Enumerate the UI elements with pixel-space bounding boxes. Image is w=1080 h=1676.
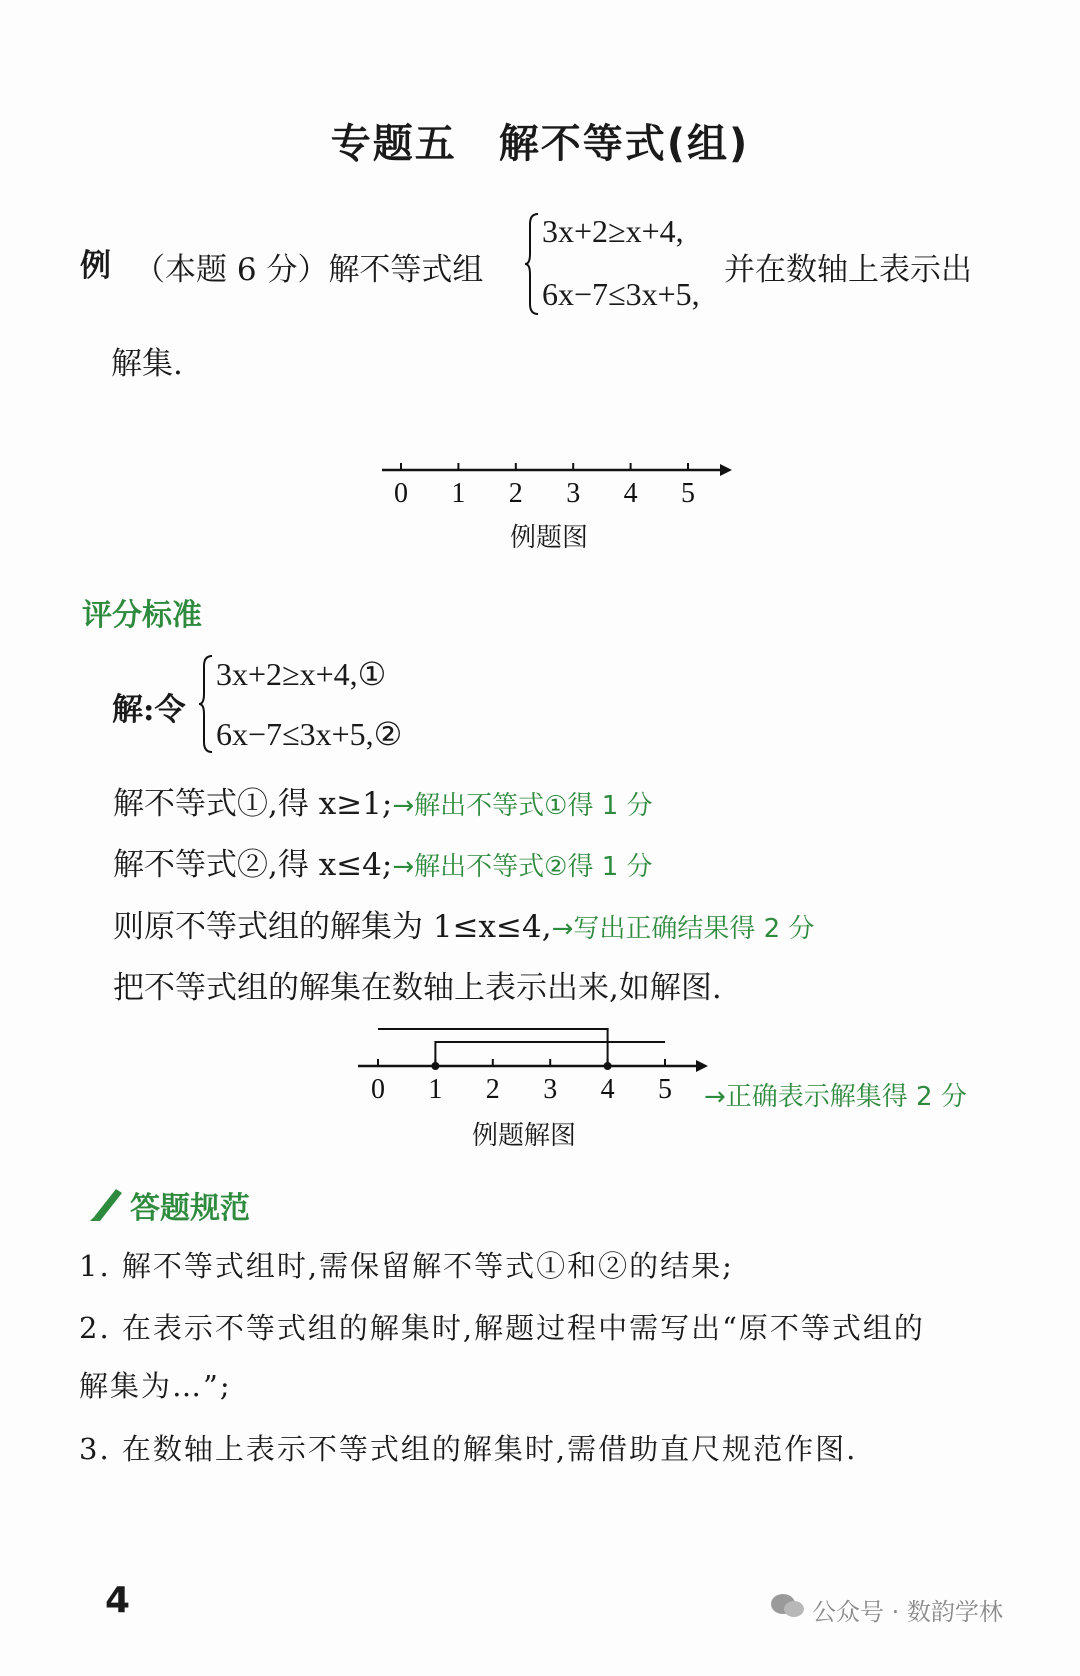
norm-item: 1. 解不等式组时,需保留解不等式①和②的结果; bbox=[79, 1249, 734, 1283]
axis-tick-label: 3 bbox=[543, 1074, 558, 1105]
axis-tick-label: 4 bbox=[623, 478, 638, 509]
step-text: 则原不等式组的解集为 1≤x≤4, bbox=[113, 909, 552, 945]
norm-item: 解集为…”; bbox=[79, 1369, 232, 1403]
solve-label: 解:令 bbox=[112, 692, 186, 728]
axis-tick-label: 1 bbox=[451, 478, 466, 509]
grading-eq1: 3x+2≥x+4,① bbox=[216, 656, 387, 692]
norm-item: 3. 在数轴上表示不等式组的解集时,需借助直尺规范作图. bbox=[79, 1432, 858, 1466]
step-text: 解不等式①,得 x≥1; bbox=[113, 786, 393, 822]
example-eq1: 3x+2≥x+4, bbox=[542, 213, 684, 249]
number-line-solution bbox=[350, 996, 720, 1106]
brace-icon bbox=[524, 212, 540, 316]
example-tail2: 解集. bbox=[111, 346, 183, 382]
score-note: →写出正确结果得 2 分 bbox=[551, 914, 815, 944]
number-line-example bbox=[370, 440, 750, 510]
score-note: →解出不等式①得 1 分 bbox=[392, 791, 653, 821]
axis-tick-label: 2 bbox=[508, 478, 523, 509]
score-note: →解出不等式②得 1 分 bbox=[392, 852, 653, 882]
pencil-icon bbox=[86, 1183, 126, 1223]
wechat-icon bbox=[770, 1592, 806, 1620]
figure-caption-example: 例题图 bbox=[510, 523, 589, 553]
brace-icon bbox=[198, 654, 214, 754]
example-eq2: 6x−7≤3x+5, bbox=[542, 276, 700, 312]
grading-eq2: 6x−7≤3x+5,② bbox=[216, 716, 403, 752]
axis-tick-label: 0 bbox=[394, 478, 408, 509]
axis-tick-label: 5 bbox=[681, 478, 695, 509]
axis-tick-label: 5 bbox=[658, 1074, 672, 1105]
grading-heading: 评分标准 bbox=[82, 598, 202, 633]
solution-endpoint bbox=[604, 1062, 612, 1070]
axis-tick-label: 0 bbox=[371, 1074, 385, 1105]
page-title: 专题五 解不等式(组) bbox=[330, 121, 750, 167]
norm-item: 2. 在表示不等式组的解集时,解题过程中需写出“原不等式组的 bbox=[79, 1311, 925, 1345]
figure-score-note: →正确表示解集得 2 分 bbox=[704, 1082, 967, 1112]
step-text: 解不等式②,得 x≤4; bbox=[113, 847, 393, 883]
example-intro: （本题 6 分）解不等式组 bbox=[134, 252, 484, 288]
solution-endpoint bbox=[431, 1062, 439, 1070]
axis-tick-label: 4 bbox=[600, 1074, 615, 1105]
watermark: 公众号 · 数韵学林 bbox=[812, 1598, 1003, 1626]
page-number: 4 bbox=[105, 1580, 131, 1621]
axis-tick-label: 1 bbox=[428, 1074, 443, 1105]
example-label: 例 bbox=[80, 248, 111, 284]
step-3 bbox=[113, 901, 814, 946]
axis-tick-label: 3 bbox=[566, 478, 581, 509]
step-2 bbox=[113, 839, 653, 884]
example-tail: 并在数轴上表示出 bbox=[724, 252, 972, 288]
step-text: 把不等式组的解集在数轴上表示出来,如解图. bbox=[113, 970, 722, 1006]
figure-caption-solution: 例题解图 bbox=[472, 1121, 577, 1151]
step-1 bbox=[113, 778, 653, 823]
axis-tick-label: 2 bbox=[485, 1074, 500, 1105]
norms-heading: 答题规范 bbox=[130, 1191, 250, 1226]
